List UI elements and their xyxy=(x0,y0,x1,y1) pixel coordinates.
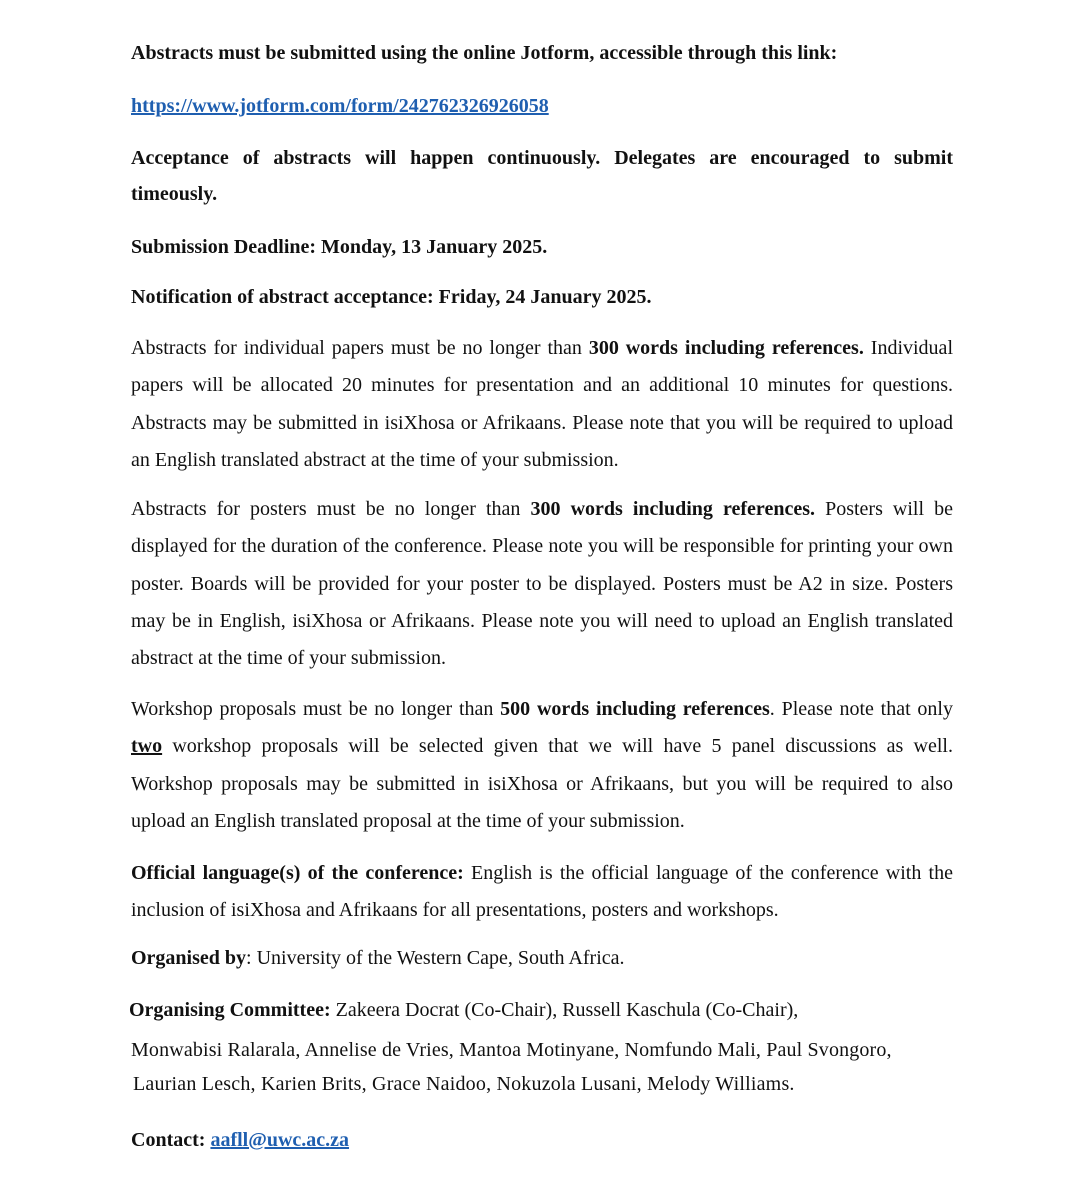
papers-post: Individual papers will be allocated 20 minutes for presentation and an additional 10 minutes for questions. Abstracts may be submitted in isiXhosa or Afrikaans. Please note that you will be required to upload an English translated abstract at the time of your submission. xyxy=(131,337,953,471)
posters-paragraph xyxy=(131,491,953,677)
contact-label: Contact: xyxy=(131,1129,206,1151)
workshops-bold: 500 words including references xyxy=(500,698,770,720)
posters-bold: 300 words including references. xyxy=(530,498,815,520)
intro-text: Abstracts must be submitted using the online Jotform, accessible through this link: xyxy=(131,42,838,64)
posters-post: Posters will be displayed for the duration of the conference. Please note you will be responsible for printing your own poster. Boards will be provided for your poster to be displayed. Posters must be A2 in size. Posters may be in English, isiXhosa or Afrikaans. Please note you will need to upload an English translated abstract at the time of your submission. xyxy=(131,498,954,670)
jotform-link-line xyxy=(131,95,953,118)
workshops-paragraph xyxy=(131,691,953,840)
workshops-pre: Workshop proposals must be no longer than xyxy=(131,698,501,720)
committee-line-1 xyxy=(129,999,951,1022)
deadline-text: Submission Deadline: Monday, 13 January 2025. xyxy=(131,236,548,258)
posters-pre: Abstracts for posters must be no longer than xyxy=(131,498,531,520)
committee-line-3: Laurian Lesch, Karien Brits, Grace Naidoo, Nokuzola Lusani, Melody Williams. xyxy=(133,1073,795,1095)
papers-paragraph xyxy=(131,330,953,479)
contact-paragraph xyxy=(131,1129,953,1152)
notification-text: Notification of abstract acceptance: Friday, 24 January 2025. xyxy=(131,286,652,308)
committee-line1-text: Zakeera Docrat (Co-Chair), Russell Kaschula (Co-Chair), xyxy=(330,999,799,1021)
organised-label: Organised by xyxy=(131,947,247,969)
workshops-mid: . Please note that only xyxy=(769,698,953,720)
workshops-post: workshop proposals will be selected given that we will have 5 panel discussions as well. Workshop proposals may be submitted in isiXhosa or Afrikaans, but you will be required to also upload an English translated proposal at the time of your submission. xyxy=(131,735,953,832)
workshops-two: two xyxy=(131,735,163,758)
jotform-link[interactable]: https://www.jotform.com/form/242762326926058 xyxy=(131,95,549,117)
organised-paragraph xyxy=(131,947,953,970)
committee-line-2: Monwabisi Ralarala, Annelise de Vries, Mantoa Motinyane, Nomfundo Mali, Paul Svongoro, xyxy=(131,1039,892,1061)
papers-pre: Abstracts for individual papers must be no longer than xyxy=(131,337,589,359)
language-text: English is the official language of the conference with the inclusion of isiXhosa and Afrikaans for all presentations, posters and workshops. xyxy=(131,862,953,922)
language-paragraph xyxy=(131,855,953,930)
contact-email-link[interactable]: aafll@uwc.ac.za xyxy=(210,1129,350,1151)
papers-bold: 300 words including references. xyxy=(588,337,864,359)
committee-label: Organising Committee: xyxy=(129,999,331,1021)
language-label: Official language(s) of the conference: xyxy=(131,862,464,884)
organised-text: : University of the Western Cape, South Africa. xyxy=(246,947,625,969)
acceptance-text: Acceptance of abstracts will happen continuously. Delegates are encouraged to submit timeously. xyxy=(131,147,953,205)
